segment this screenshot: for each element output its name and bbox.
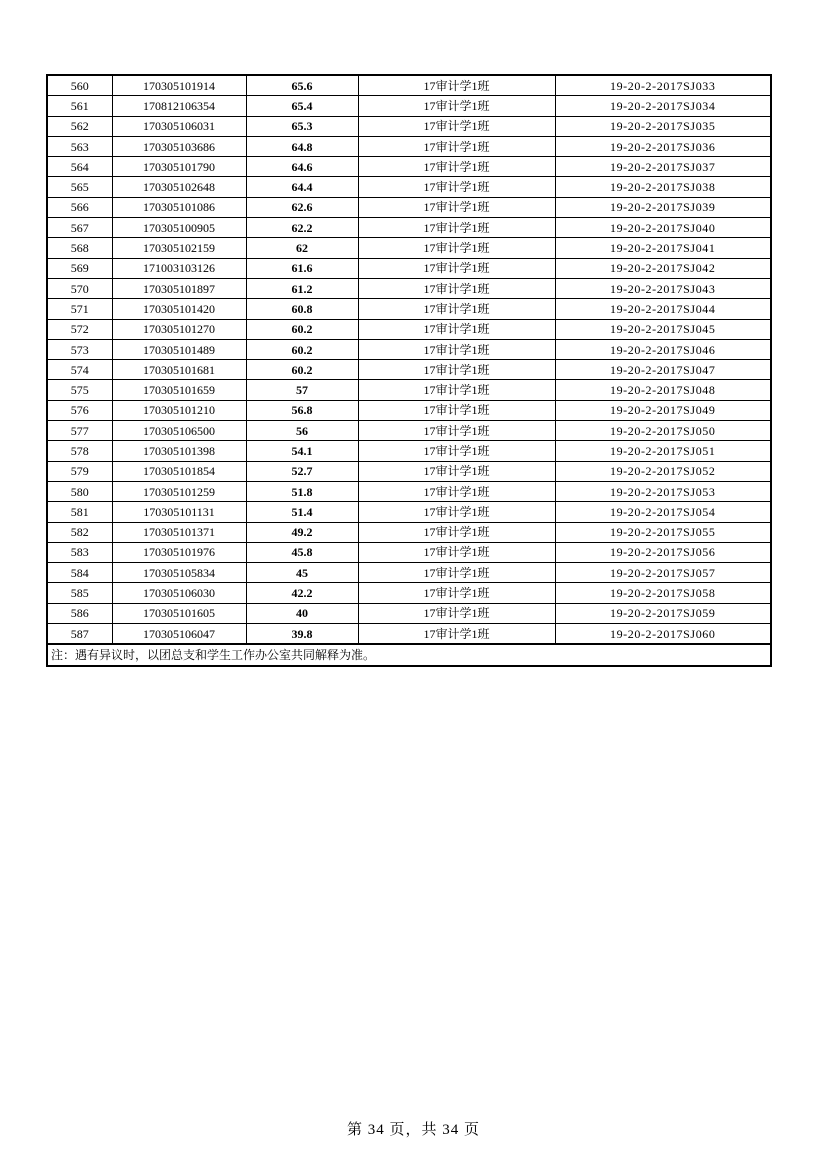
student-id-cell: 170305101659	[112, 380, 246, 400]
class-name-cell: 17审计学1班	[358, 461, 555, 481]
table-row	[47, 218, 771, 238]
student-id-cell: 170305106047	[112, 624, 246, 645]
record-code-cell: 19-20-2-2017SJ041	[555, 238, 771, 258]
class-name-cell: 17审计学1班	[358, 441, 555, 461]
table-row	[47, 339, 771, 359]
table-row	[47, 299, 771, 319]
student-id-cell: 170305101681	[112, 360, 246, 380]
class-name-cell: 17审计学1班	[358, 218, 555, 238]
record-code-cell: 19-20-2-2017SJ055	[555, 522, 771, 542]
table-row	[47, 360, 771, 380]
student-id-cell: 170305102159	[112, 238, 246, 258]
record-code-cell: 19-20-2-2017SJ039	[555, 197, 771, 217]
student-id-cell: 170305106030	[112, 583, 246, 603]
class-name-cell: 17审计学1班	[358, 157, 555, 177]
row-number-cell: 587	[47, 624, 112, 645]
score-cell: 39.8	[246, 624, 358, 645]
score-cell: 60.2	[246, 339, 358, 359]
student-id-cell: 170305101897	[112, 278, 246, 298]
score-cell: 60.8	[246, 299, 358, 319]
record-code-cell: 19-20-2-2017SJ059	[555, 603, 771, 623]
record-code-cell: 19-20-2-2017SJ045	[555, 319, 771, 339]
table-row	[47, 481, 771, 501]
student-id-cell: 170305102648	[112, 177, 246, 197]
score-cell: 62	[246, 238, 358, 258]
row-number-cell: 574	[47, 360, 112, 380]
class-name-cell: 17审计学1班	[358, 177, 555, 197]
table-row	[47, 380, 771, 400]
row-number-cell: 583	[47, 542, 112, 562]
table-row	[47, 197, 771, 217]
record-code-cell: 19-20-2-2017SJ047	[555, 360, 771, 380]
row-number-cell: 584	[47, 563, 112, 583]
table-row	[47, 441, 771, 461]
row-number-cell: 572	[47, 319, 112, 339]
score-cell: 51.4	[246, 502, 358, 522]
score-cell: 45.8	[246, 542, 358, 562]
row-number-cell: 579	[47, 461, 112, 481]
record-code-cell: 19-20-2-2017SJ036	[555, 136, 771, 156]
record-code-cell: 19-20-2-2017SJ058	[555, 583, 771, 603]
row-number-cell: 565	[47, 177, 112, 197]
class-name-cell: 17审计学1班	[358, 542, 555, 562]
class-name-cell: 17审计学1班	[358, 319, 555, 339]
score-cell: 65.4	[246, 96, 358, 116]
table-row	[47, 319, 771, 339]
class-name-cell: 17审计学1班	[358, 502, 555, 522]
class-name-cell: 17审计学1班	[358, 563, 555, 583]
row-number-cell: 578	[47, 441, 112, 461]
score-cell: 56.8	[246, 400, 358, 420]
table-row	[47, 157, 771, 177]
score-cell: 49.2	[246, 522, 358, 542]
score-cell: 57	[246, 380, 358, 400]
record-code-cell: 19-20-2-2017SJ040	[555, 218, 771, 238]
student-id-cell: 170305101854	[112, 461, 246, 481]
score-cell: 64.6	[246, 157, 358, 177]
table-row	[47, 542, 771, 562]
record-code-cell: 19-20-2-2017SJ033	[555, 75, 771, 96]
record-code-cell: 19-20-2-2017SJ057	[555, 563, 771, 583]
record-code-cell: 19-20-2-2017SJ052	[555, 461, 771, 481]
score-cell: 61.2	[246, 278, 358, 298]
row-number-cell: 560	[47, 75, 112, 96]
table-row	[47, 421, 771, 441]
score-cell: 64.4	[246, 177, 358, 197]
row-number-cell: 563	[47, 136, 112, 156]
score-cell: 60.2	[246, 360, 358, 380]
class-name-cell: 17审计学1班	[358, 278, 555, 298]
row-number-cell: 581	[47, 502, 112, 522]
student-id-cell: 170305101420	[112, 299, 246, 319]
record-code-cell: 19-20-2-2017SJ042	[555, 258, 771, 278]
student-id-cell: 170305101371	[112, 522, 246, 542]
student-id-cell: 170305101489	[112, 339, 246, 359]
student-id-cell: 170305101270	[112, 319, 246, 339]
table-row	[47, 522, 771, 542]
student-id-cell: 170812106354	[112, 96, 246, 116]
table-row	[47, 400, 771, 420]
score-cell: 51.8	[246, 481, 358, 501]
table-row	[47, 258, 771, 278]
record-code-cell: 19-20-2-2017SJ053	[555, 481, 771, 501]
score-cell: 40	[246, 603, 358, 623]
class-name-cell: 17审计学1班	[358, 96, 555, 116]
row-number-cell: 561	[47, 96, 112, 116]
table-row	[47, 75, 771, 96]
table-row	[47, 624, 771, 645]
record-code-cell: 19-20-2-2017SJ050	[555, 421, 771, 441]
table-row	[47, 96, 771, 116]
student-id-cell: 170305100905	[112, 218, 246, 238]
row-number-cell: 582	[47, 522, 112, 542]
class-name-cell: 17审计学1班	[358, 421, 555, 441]
row-number-cell: 577	[47, 421, 112, 441]
note-row	[47, 644, 771, 665]
class-name-cell: 17审计学1班	[358, 522, 555, 542]
student-id-cell: 170305101976	[112, 542, 246, 562]
score-cell: 45	[246, 563, 358, 583]
table-row	[47, 461, 771, 481]
record-code-cell: 19-20-2-2017SJ035	[555, 116, 771, 136]
record-code-cell: 19-20-2-2017SJ054	[555, 502, 771, 522]
class-name-cell: 17审计学1班	[358, 197, 555, 217]
student-id-cell: 170305101210	[112, 400, 246, 420]
class-name-cell: 17审计学1班	[358, 299, 555, 319]
class-name-cell: 17审计学1班	[358, 380, 555, 400]
page-footer: 第 34 页，共 34 页	[346, 1122, 480, 1138]
student-id-cell: 170305101398	[112, 441, 246, 461]
score-cell: 61.6	[246, 258, 358, 278]
student-id-cell: 170305106500	[112, 421, 246, 441]
score-cell: 60.2	[246, 319, 358, 339]
class-name-cell: 17审计学1班	[358, 238, 555, 258]
table-body	[47, 75, 771, 644]
record-code-cell: 19-20-2-2017SJ046	[555, 339, 771, 359]
record-code-cell: 19-20-2-2017SJ048	[555, 380, 771, 400]
score-cell: 64.8	[246, 136, 358, 156]
record-code-cell: 19-20-2-2017SJ034	[555, 96, 771, 116]
row-number-cell: 570	[47, 278, 112, 298]
class-name-cell: 17审计学1班	[358, 624, 555, 645]
score-cell: 65.3	[246, 116, 358, 136]
record-code-cell: 19-20-2-2017SJ051	[555, 441, 771, 461]
student-id-cell: 170305101086	[112, 197, 246, 217]
score-cell: 42.2	[246, 583, 358, 603]
table-row	[47, 278, 771, 298]
class-name-cell: 17审计学1班	[358, 75, 555, 96]
class-name-cell: 17审计学1班	[358, 583, 555, 603]
student-id-cell: 170305101259	[112, 481, 246, 501]
table-row	[47, 116, 771, 136]
record-code-cell: 19-20-2-2017SJ060	[555, 624, 771, 645]
row-number-cell: 586	[47, 603, 112, 623]
record-code-cell: 19-20-2-2017SJ056	[555, 542, 771, 562]
score-cell: 65.6	[246, 75, 358, 96]
note-text: 注：遇有异议时，以团总支和学生工作办公室共同解释为准。	[47, 644, 771, 665]
record-code-cell: 19-20-2-2017SJ044	[555, 299, 771, 319]
row-number-cell: 569	[47, 258, 112, 278]
class-name-cell: 17审计学1班	[358, 603, 555, 623]
row-number-cell: 585	[47, 583, 112, 603]
class-name-cell: 17审计学1班	[358, 339, 555, 359]
student-id-cell: 170305103686	[112, 136, 246, 156]
score-cell: 62.6	[246, 197, 358, 217]
table-row	[47, 238, 771, 258]
row-number-cell: 566	[47, 197, 112, 217]
class-name-cell: 17审计学1班	[358, 116, 555, 136]
record-code-cell: 19-20-2-2017SJ037	[555, 157, 771, 177]
record-code-cell: 19-20-2-2017SJ043	[555, 278, 771, 298]
row-number-cell: 568	[47, 238, 112, 258]
student-id-cell: 170305101605	[112, 603, 246, 623]
student-id-cell: 171003103126	[112, 258, 246, 278]
class-name-cell: 17审计学1班	[358, 136, 555, 156]
table-row	[47, 583, 771, 603]
table-row	[47, 136, 771, 156]
student-id-cell: 170305106031	[112, 116, 246, 136]
class-name-cell: 17审计学1班	[358, 481, 555, 501]
student-id-cell: 170305101914	[112, 75, 246, 96]
score-cell: 62.2	[246, 218, 358, 238]
row-number-cell: 576	[47, 400, 112, 420]
row-number-cell: 575	[47, 380, 112, 400]
row-number-cell: 571	[47, 299, 112, 319]
class-name-cell: 17审计学1班	[358, 360, 555, 380]
row-number-cell: 564	[47, 157, 112, 177]
row-number-cell: 562	[47, 116, 112, 136]
score-cell: 56	[246, 421, 358, 441]
table-row	[47, 563, 771, 583]
student-id-cell: 170305101131	[112, 502, 246, 522]
class-name-cell: 17审计学1班	[358, 258, 555, 278]
score-cell: 54.1	[246, 441, 358, 461]
table-row	[47, 177, 771, 197]
score-table	[46, 74, 772, 667]
table-row	[47, 603, 771, 623]
row-number-cell: 567	[47, 218, 112, 238]
table-row	[47, 502, 771, 522]
record-code-cell: 19-20-2-2017SJ049	[555, 400, 771, 420]
student-id-cell: 170305105834	[112, 563, 246, 583]
row-number-cell: 573	[47, 339, 112, 359]
class-name-cell: 17审计学1班	[358, 400, 555, 420]
record-code-cell: 19-20-2-2017SJ038	[555, 177, 771, 197]
row-number-cell: 580	[47, 481, 112, 501]
student-id-cell: 170305101790	[112, 157, 246, 177]
score-cell: 52.7	[246, 461, 358, 481]
